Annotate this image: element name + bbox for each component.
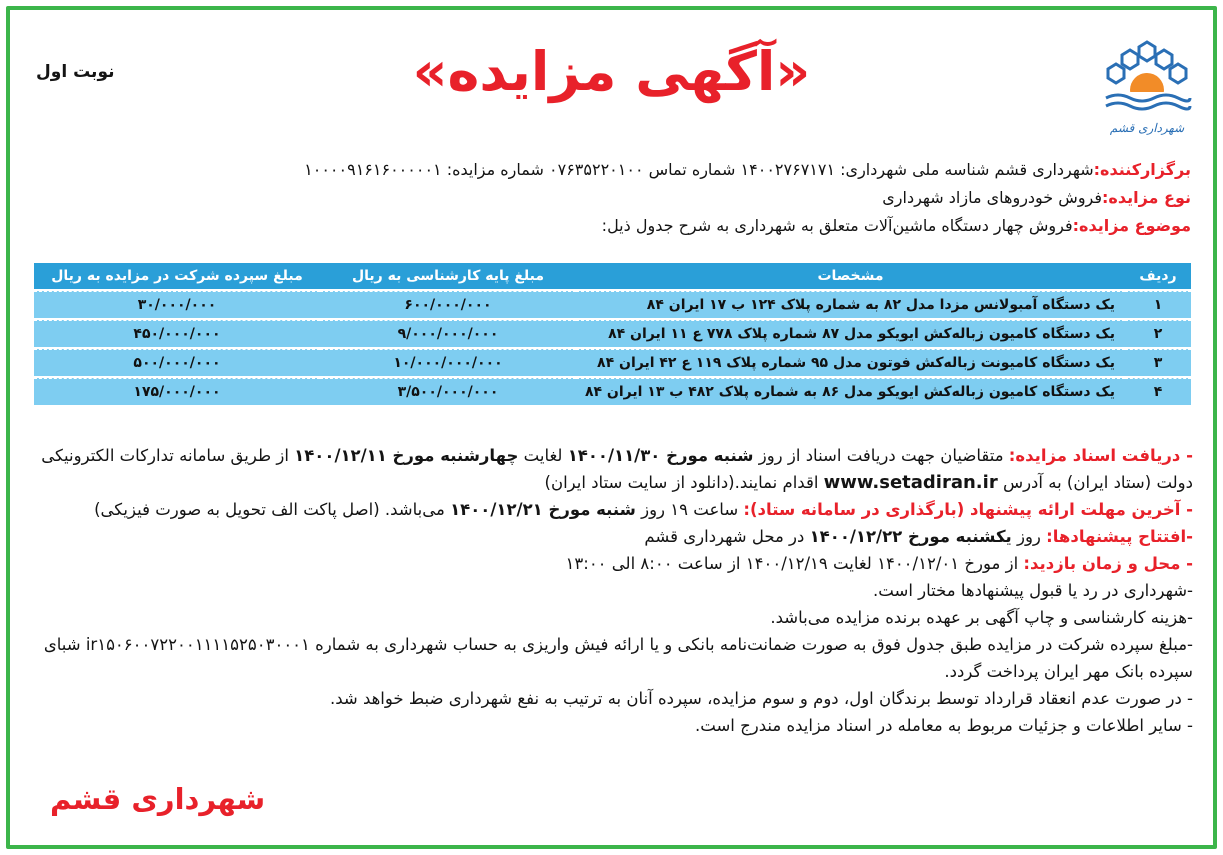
- header-deposit: مبلغ سپرده شرکت در مزایده به ریال: [34, 263, 320, 289]
- opening-text-1: روز: [1011, 527, 1047, 546]
- page-title: «آگهی مزایده»: [412, 40, 811, 103]
- note-item: -هزینه کارشناسی و چاپ آگهی بر عهده برنده مزایده می‌باشد.: [770, 608, 1193, 627]
- row-deposit: ۵۰۰/۰۰۰/۰۰۰: [34, 349, 320, 376]
- header-base-price: مبلغ پایه کارشناسی به ریال: [320, 263, 576, 289]
- row-index: ۲: [1125, 320, 1191, 347]
- opening-paragraph: [30, 523, 1193, 550]
- table-row: [34, 349, 1191, 376]
- docs-paragraph: [30, 442, 1193, 496]
- round-label: نوبت اول: [36, 62, 115, 82]
- table-row: [34, 320, 1191, 347]
- deadline-text-2: می‌باشد. (اصل پاکت الف تحویل به صورت فیزیکی): [94, 500, 451, 519]
- visit-label: - محل و زمان بازدید:: [1023, 554, 1193, 573]
- header-spec: مشخصات: [576, 263, 1125, 289]
- docs-text-2: لغایت: [518, 446, 568, 465]
- opening-label: -افتتاح پیشنهادها:: [1046, 527, 1193, 546]
- items-table: [34, 261, 1191, 407]
- row-index: ۱: [1125, 291, 1191, 318]
- docs-date-start: شنبه مورخ ۱۴۰۰/۱۱/۳۰: [567, 446, 754, 465]
- notice-meta: [32, 156, 1191, 240]
- note-item: -مبلغ سپرده شرکت در مزایده طبق جدول فوق به صورت ضمانت‌نامه بانکی و یا ارائه فیش واریزی به حساب شهرداری به شماره ir۱۵۰۶۰۰۷۲۲۰۰۱۱۱۱۵۲۵۰۳۰۰۰۱ شبای سپرده بانک مهر ایران پرداخت گردد.: [43, 635, 1193, 681]
- row-deposit: ۳۰/۰۰۰/۰۰۰: [34, 291, 320, 318]
- table-header-row: [34, 263, 1191, 289]
- organizer-text: شهرداری قشم شناسه ملی شهرداری: ۱۴۰۰۲۷۶۷۱۷۱ شماره تماس ۰۷۶۳۵۲۲۰۱۰۰ شماره مزایده: ۱۰۰۰۰۹۱۶۱۶۰۰۰۰۰۱: [304, 160, 1094, 179]
- visit-text: از مورخ ۱۴۰۰/۱۲/۰۱ لغایت ۱۴۰۰/۱۲/۱۹ از ساعت ۸:۰۰ الی ۱۳:۰۰: [565, 554, 1024, 573]
- row-base-price: ۹/۰۰۰/۰۰۰/۰۰۰: [320, 320, 576, 347]
- subject-text: فروش چهار دستگاه ماشین‌آلات متعلق به شهرداری به شرح جدول ذیل:: [601, 216, 1073, 235]
- deadline-text-1: ساعت ۱۹ روز: [635, 500, 744, 519]
- visit-paragraph: [30, 550, 1193, 577]
- organizer-row: [32, 156, 1191, 184]
- signature: شهرداری قشم: [50, 782, 266, 816]
- table-row: [34, 291, 1191, 318]
- row-spec: یک دستگاه کامیون زباله‌کش ایویکو مدل ۸۶ به شماره پلاک ۴۸۲ ب ۱۳ ایران ۸۴: [576, 378, 1125, 405]
- row-index: ۴: [1125, 378, 1191, 405]
- note-item: -شهرداری در رد یا قبول پیشنهادها مختار است.: [873, 581, 1193, 600]
- type-label: نوع مزایده:: [1102, 188, 1191, 207]
- notice-frame: [6, 6, 1217, 849]
- row-spec: یک دستگاه کامیونت زباله‌کش فوتون مدل ۹۵ شماره پلاک ۱۱۹ ع ۴۲ ایران ۸۴: [576, 349, 1125, 376]
- deadline-paragraph: [30, 496, 1193, 523]
- row-base-price: ۱۰/۰۰۰/۰۰۰/۰۰۰: [320, 349, 576, 376]
- row-deposit: ۱۷۵/۰۰۰/۰۰۰: [34, 378, 320, 405]
- docs-date-end: چهارشنبه مورخ ۱۴۰۰/۱۲/۱۱: [294, 446, 519, 465]
- logo-caption: شهرداری قشم: [1109, 121, 1185, 135]
- row-base-price: ۳/۵۰۰/۰۰۰/۰۰۰: [320, 378, 576, 405]
- row-base-price: ۶۰۰/۰۰۰/۰۰۰: [320, 291, 576, 318]
- note-item: - سایر اطلاعات و جزئیات مربوط به معامله در اسناد مزایده مندرج است.: [695, 716, 1193, 735]
- subject-label: موضوع مزایده:: [1072, 216, 1191, 235]
- type-text: فروش خودروهای مازاد شهرداری: [882, 188, 1103, 207]
- opening-text-2: در محل شهرداری قشم: [644, 527, 810, 546]
- setadiran-link[interactable]: www.setadiran.ir: [823, 472, 998, 493]
- header-index: ردیف: [1125, 263, 1191, 289]
- table-row: [34, 378, 1191, 405]
- subject-row: [32, 212, 1191, 240]
- row-deposit: ۴۵۰/۰۰۰/۰۰۰: [34, 320, 320, 347]
- row-spec: یک دستگاه آمبولانس مزدا مدل ۸۲ به شماره پلاک ۱۲۴ ب ۱۷ ایران ۸۴: [576, 291, 1125, 318]
- notice-page: [10, 10, 1213, 845]
- deadline-date: شنبه مورخ ۱۴۰۰/۱۲/۲۱: [450, 500, 636, 519]
- organizer-label: برگزارکننده:: [1093, 160, 1191, 179]
- row-spec: یک دستگاه کامیون زباله‌کش ایویکو مدل ۸۷ شماره پلاک ۷۷۸ ع ۱۱ ایران ۸۴: [576, 320, 1125, 347]
- notice-body: [30, 442, 1193, 739]
- docs-label: - دریافت اسناد مزایده:: [1008, 446, 1193, 465]
- opening-date: یکشنبه مورخ ۱۴۰۰/۱۲/۲۲: [809, 527, 1012, 546]
- docs-text-3: از طریق سامانه تدارکات الکترونیکی دولت (ستاد ایران) به آدرس: [41, 446, 1193, 492]
- type-row: [32, 184, 1191, 212]
- row-index: ۳: [1125, 349, 1191, 376]
- note-item: - در صورت عدم انعقاد قرارداد توسط برندگان اول، دوم و سوم مزایده، سپرده آنان به ترتیب به نفع شهرداری ضبط خواهد شد.: [329, 689, 1193, 708]
- deadline-label: - آخرین مهلت ارائه پیشنهاد (بارگذاری در سامانه ستاد):: [743, 500, 1193, 519]
- docs-text-4: اقدام نمایند.(دانلود از سایت ستاد ایران): [544, 473, 824, 492]
- docs-text-1: متقاضیان جهت دریافت اسناد از روز: [753, 446, 1009, 465]
